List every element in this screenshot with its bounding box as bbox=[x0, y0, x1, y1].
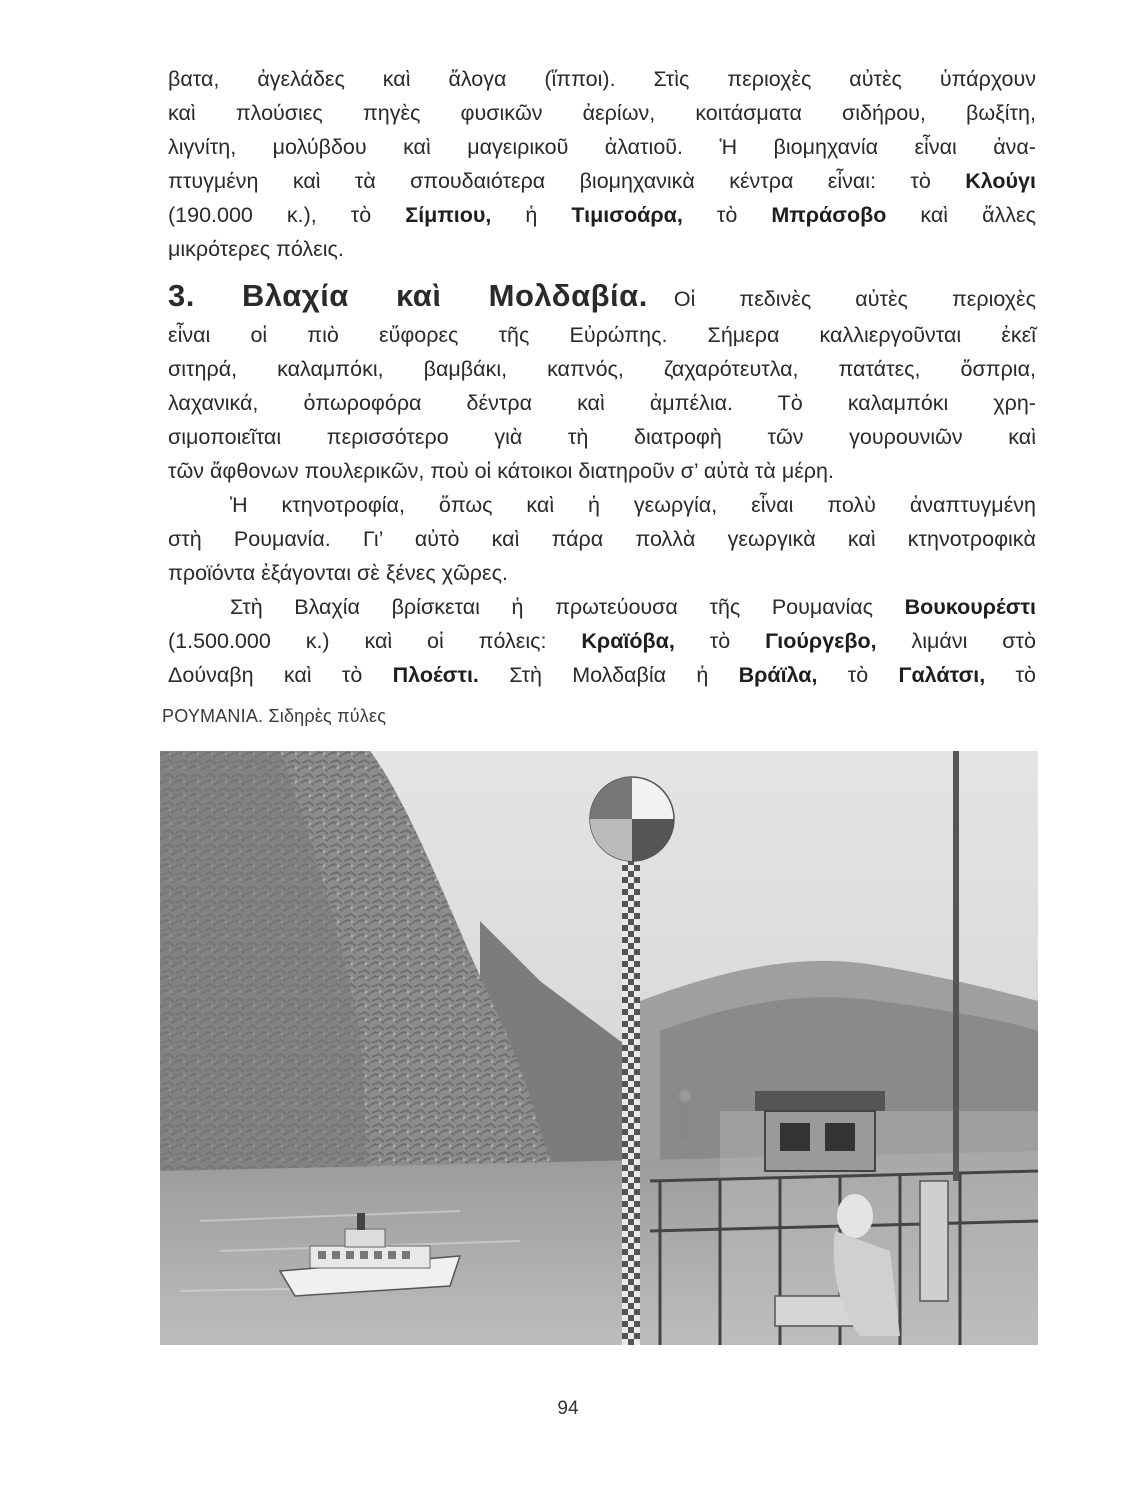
text-line: σιμοποιεῖται περισσότερο γιὰ τὴ διατροφὴ τῶν γουρουνιῶν καὶ bbox=[168, 425, 1036, 449]
text-line: λαχανικά, ὀπωροφόρα δέντρα καὶ ἀμπέλια. Τὸ καλαμπόκι χρη- bbox=[168, 391, 1036, 415]
photo-caption: ΡΟΥΜΑΝΙΑ. Σιδηρὲς πύλες bbox=[162, 706, 387, 726]
place-name: Γαλάτσι, bbox=[898, 663, 986, 687]
place-name: Κλούγι bbox=[965, 169, 1036, 193]
kiosk bbox=[755, 1091, 885, 1171]
section-heading: 3. Βλαχία καὶ Μολδαβία. bbox=[168, 278, 648, 313]
text-line: (190.000 κ.), τὸ Σίμπιου, ἡ Τιμισοάρα, τὸ Μπράσοβο καὶ ἄλλες bbox=[168, 203, 1036, 227]
text-line: Δούναβη καὶ τὸ Πλοέστι. Στὴ Μολδαβία ἡ Βράϊλα, τὸ Γαλάτσι, τὸ bbox=[168, 663, 1036, 687]
place-name: Γιούργεβο, bbox=[765, 629, 877, 653]
text-line: καὶ πλούσιες πηγὲς φυσικῶν ἀερίων, κοιτάσματα σιδήρου, βωξίτη, bbox=[168, 101, 1036, 125]
place-name: Μπράσοβο bbox=[771, 203, 887, 227]
text-line: εἶναι οἱ πιὸ εὔφορες τῆς Εὐρώπης. Σήμερα καλλιεργοῦνται ἐκεῖ bbox=[168, 323, 1036, 347]
place-name: Βράϊλα, bbox=[738, 663, 818, 687]
text-line: προϊόντα ἐξάγονται σὲ ξένες χῶρες. bbox=[168, 561, 508, 585]
section-heading-line: 3. Βλαχία καὶ Μολδαβία. Οἱ πεδινὲς αὐτὲς περιοχὲς bbox=[168, 278, 1036, 313]
text-line: (1.500.000 κ.) καὶ οἱ πόλεις: Κραϊόβα, τὸ Γιούργεβο, λιμάνι στὸ bbox=[168, 629, 1036, 653]
place-name: Κραϊόβα, bbox=[581, 629, 675, 653]
body-text bbox=[168, 62, 1036, 692]
photo-iron-gates bbox=[160, 751, 1038, 1345]
text-line: στὴ Ρουμανία. Γι’ αὐτὸ καὶ πάρα πολλὰ γεωργικὰ καὶ κτηνοτροφικὰ bbox=[168, 527, 1036, 551]
text-line: βατα, ἀγελάδες καὶ ἄλογα (ἵπποι). Στὶς περιοχὲς αὐτὲς ὑπάρχουν bbox=[168, 67, 1036, 91]
text-line: μικρότερες πόλεις. bbox=[168, 237, 344, 261]
text-line: Στὴ Βλαχία βρίσκεται ἡ πρωτεύουσα τῆς Ρουμανίας Βουκουρέστι bbox=[230, 595, 1036, 619]
text-line: πτυγμένη καὶ τὰ σπουδαιότερα βιομηχανικὰ κέντρα εἶναι: τὸ Κλούγι bbox=[168, 169, 1036, 193]
text-line: τῶν ἄφθονων πουλερικῶν, ποὺ οἱ κάτοικοι διατηροῦν σ’ αὐτὰ τὰ μέρη. bbox=[168, 459, 834, 483]
page-number: 94 bbox=[557, 1398, 579, 1419]
text-line: λιγνίτη, μολύβδου καὶ μαγειρικοῦ ἀλατιοῦ. Ἡ βιομηχανία εἶναι ἀνα- bbox=[168, 135, 1036, 159]
place-name: Βουκουρέστι bbox=[904, 595, 1036, 619]
place-name: Πλοέστι. bbox=[392, 663, 479, 687]
place-name: Σίμπιου, bbox=[405, 203, 492, 227]
text-line: Ἡ κτηνοτροφία, ὅπως καὶ ἡ γεωργία, εἶναι πολὺ ἀναπτυγμένη bbox=[230, 493, 1036, 517]
text-line: σιτηρά, καλαμπόκι, βαμβάκι, καπνός, ζαχαρότευτλα, πατάτες, ὄσπρια, bbox=[168, 357, 1036, 381]
place-name: Τιμισοάρα, bbox=[571, 203, 683, 227]
